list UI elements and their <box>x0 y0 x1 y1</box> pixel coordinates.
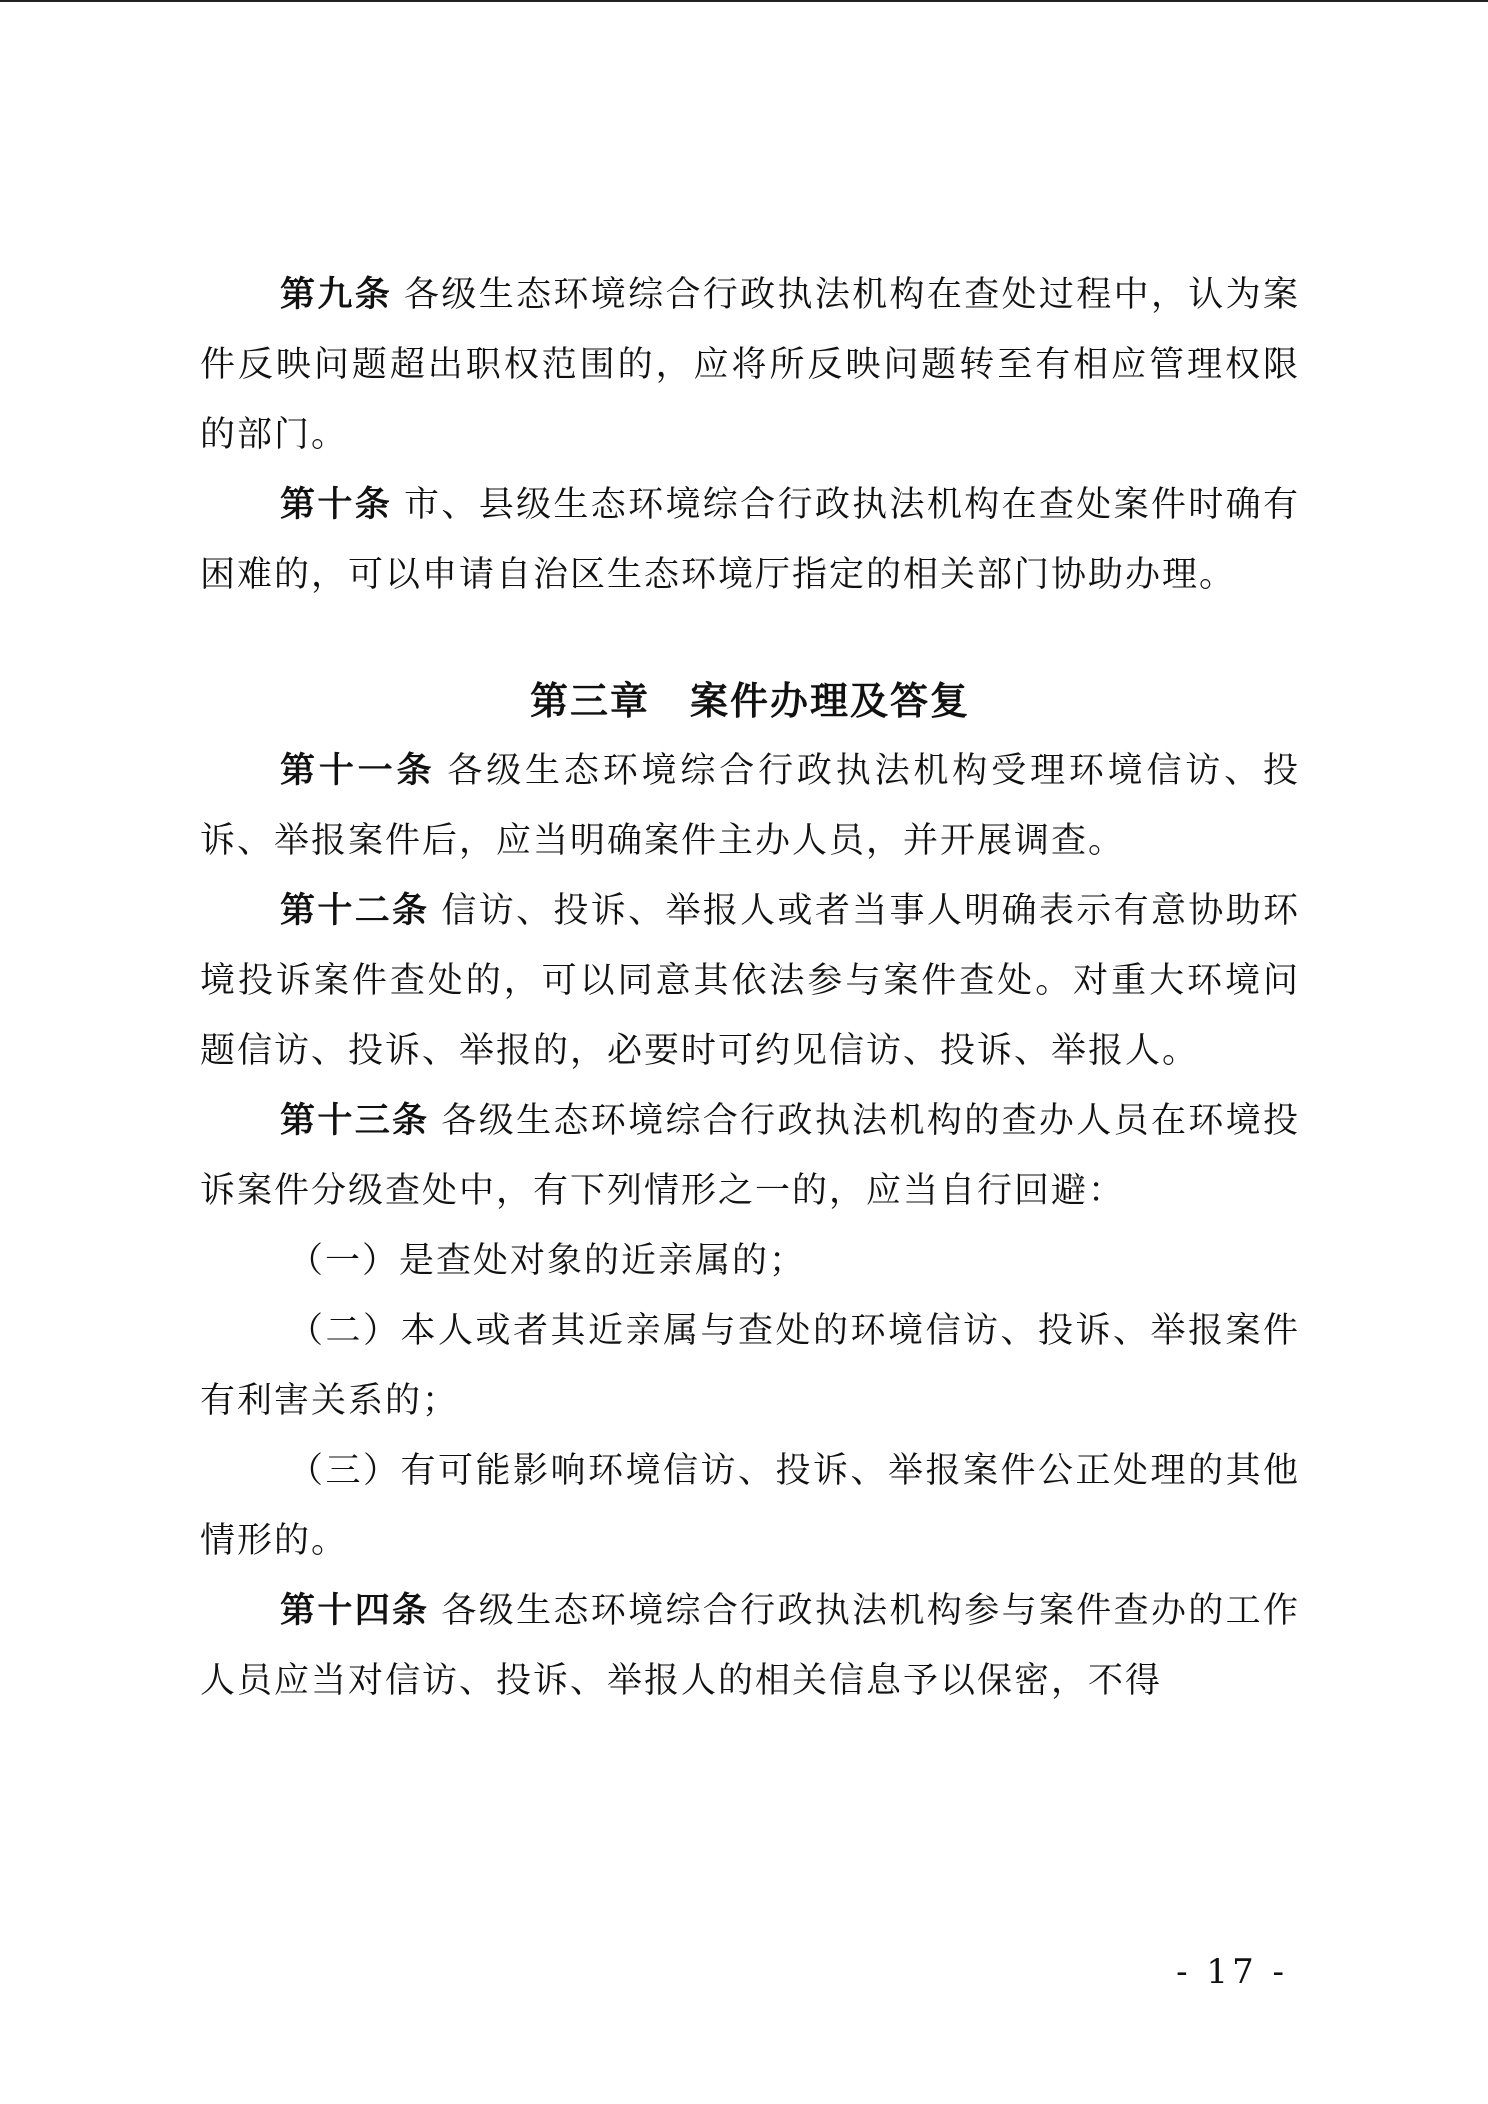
article-label: 第十二条 <box>280 891 430 931</box>
list-item: （一）是查处对象的近亲属的； <box>288 1241 807 1281</box>
page-number: - 17 - <box>1176 1952 1288 1992</box>
article-text: 各级生态环境综合行政执法机构受理环境信访、投诉、举报案件后，应当明确案件主办人员，并开展调查。 <box>200 751 1300 861</box>
article-text: 各级生态环境综合行政执法机构参与案件查办的工作人员应当对信访、投诉、举报人的相关信息予以保密，不得 <box>200 1591 1300 1701</box>
article-label: 第十一条 <box>280 751 436 791</box>
article-14 <box>200 1576 1300 1716</box>
article-label: 第十四条 <box>280 1591 430 1631</box>
chapter-title: 第三章 案件办理及答复 <box>529 679 970 723</box>
article-10 <box>200 470 1300 610</box>
document-body <box>200 260 1300 1716</box>
article-12 <box>200 876 1300 1086</box>
list-item: （二）本人或者其近亲属与查处的环境信访、投诉、举报案件有利害关系的； <box>200 1311 1300 1421</box>
article-9 <box>200 260 1300 470</box>
article-text: 信访、投诉、举报人或者当事人明确表示有意协助环境投诉案件查处的，可以同意其依法参与案件查处。对重大环境问题信访、投诉、举报的，必要时可约见信访、投诉、举报人。 <box>200 891 1300 1071</box>
article-13 <box>200 1086 1300 1226</box>
article-text: 各级生态环境综合行政执法机构在查处过程中，认为案件反映问题超出职权范围的，应将所反映问题转至有相应管理权限的部门。 <box>200 275 1300 455</box>
article-label: 第十三条 <box>280 1101 430 1141</box>
article-11 <box>200 736 1300 876</box>
article-text: 市、县级生态环境综合行政执法机构在查处案件时确有困难的，可以申请自治区生态环境厅指定的相关部门协助办理。 <box>200 485 1300 595</box>
article-text: 各级生态环境综合行政执法机构的查办人员在环境投诉案件分级查处中，有下列情形之一的，应当自行回避： <box>200 1101 1300 1211</box>
article-label: 第九条 <box>280 275 393 315</box>
list-item: （三）有可能影响环境信访、投诉、举报案件公正处理的其他情形的。 <box>200 1451 1300 1561</box>
article-label: 第十条 <box>280 485 393 525</box>
